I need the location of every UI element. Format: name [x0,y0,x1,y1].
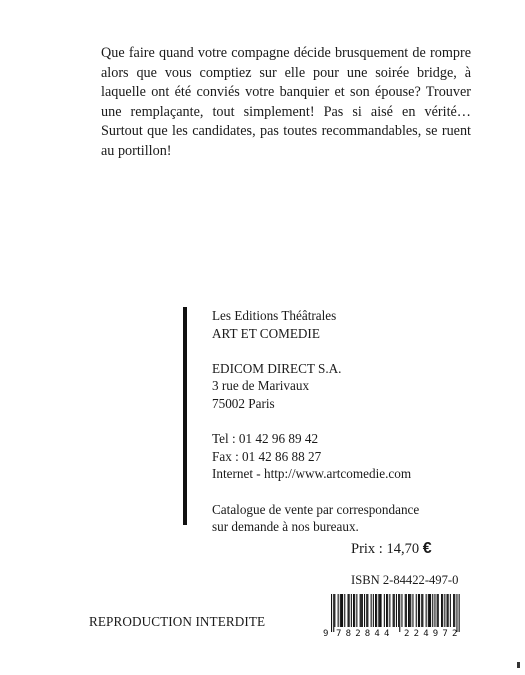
barcode-bar [428,594,429,627]
page-corner-mark [517,662,520,668]
isbn: ISBN 2-84422-497-0 [351,573,459,587]
barcode-digit: 4 [374,629,380,639]
barcode-bar [405,594,406,627]
barcode-bar [340,594,341,627]
barcode-bar [410,594,411,627]
barcode-bar [349,594,350,627]
distributor-name: EDICOM DIRECT S.A. [212,360,342,376]
barcode-bar [447,594,448,627]
barcode-bar [361,594,362,627]
address-city: 75002 Paris [212,395,275,411]
barcode-bar [418,594,419,627]
barcode-digit: 7 [442,629,448,639]
barcode-digit: 2 [413,629,420,639]
barcode-bar [438,594,439,627]
barcode-bar [356,594,357,627]
barcode-digit: 9 [323,629,329,639]
barcode-bar [430,594,431,627]
barcode-bar [444,594,445,627]
back-cover-summary: Que faire quand votre compagne décide brusquement de rompre alors que vous comptiez sur elle pour une soirée bridge, à laquelle ont été conviés votre banquier et son épouse? Trouver une remplaçante, tout simplement! Pas si aisé en vérité… Surtout que les candidates, pas toutes recommandables, se ruent au portillon! [101,45,471,159]
barcode-bar [401,594,402,627]
price [351,540,432,558]
reproduction-notice: REPRODUCTION INTERDITE [89,614,266,629]
barcode-bar [367,594,368,627]
barcode-digit: 8 [345,629,352,639]
barcode-bar [416,594,417,627]
barcode-bar [442,594,443,627]
barcode-bar [422,594,423,627]
barcode-bar [386,594,387,627]
barcode-bar [448,594,449,627]
barcode-bar [344,594,345,627]
barcode-bar [389,594,390,627]
barcode-bar [387,594,388,627]
barcode-digit: 7 [336,629,342,639]
website: Internet - http://www.artcomedie.com [212,466,412,482]
barcode-bar [353,594,354,627]
barcode-bar [376,594,377,627]
barcode-bar [406,594,407,627]
fax-number: Fax : 01 42 86 88 27 [212,448,322,464]
barcode-digit: 2 [404,629,410,639]
barcode-bar [412,594,413,627]
barcode-digits [320,628,468,640]
barcode-bar [348,594,349,627]
barcode-bar [373,594,374,627]
barcode-bar [384,594,385,627]
barcode-bar [454,594,455,627]
barcode-bar [456,594,457,632]
euro-sign: € [422,540,432,557]
publisher-imprint: ART ET COMEDIE [212,325,320,341]
barcode-digit: 2 [355,629,361,639]
barcode-bar [394,594,395,627]
barcode-bar [426,594,427,627]
barcode-bar [354,594,355,627]
barcode-bar [379,594,380,627]
barcode-bar [396,594,397,627]
barcode-bar [342,594,343,627]
barcode-bar [351,594,352,627]
barcode-bar [399,594,400,632]
barcode-bar [409,594,410,627]
barcode-digit: 4 [423,629,429,639]
catalogue-note-line2: sur demande à nos bureaux. [212,519,359,535]
barcode-bar [366,594,367,627]
barcode-bar [459,594,460,632]
address-street: 3 rue de Marivaux [212,378,310,394]
barcode [320,594,468,640]
barcode-bar [371,594,372,627]
barcode-bar [333,594,334,632]
barcode-bar [375,594,376,627]
barcode-bar [334,594,335,627]
barcode-bar [393,594,394,627]
barcode-bar [429,594,430,627]
barcode-bar [398,594,399,627]
barcode-bar [419,594,420,627]
barcode-digit: 4 [384,629,390,639]
barcode-bar [432,594,433,627]
barcode-bar [360,594,361,627]
barcode-bar [331,594,332,632]
barcode-bar [362,594,363,627]
price-label: Prix : 14,70 [351,541,420,557]
barcode-bar [453,594,454,627]
catalogue-note-line1: Catalogue de vente par correspondance [212,501,420,517]
phone-number: Tel : 01 42 96 89 42 [212,431,319,447]
barcode-bar [437,594,438,627]
barcode-bar [408,594,409,627]
barcode-bar [434,594,435,627]
barcode-digit: 9 [432,629,439,639]
barcode-digit: 2 [452,629,458,639]
barcode-bar [338,594,339,627]
barcode-bar [364,594,365,627]
barcode-bar [381,594,382,627]
publisher-name: Les Editions Théâtrales [212,308,337,323]
publisher-info [183,307,420,535]
barcode-bar [441,594,442,627]
barcode-bar [341,594,342,627]
barcode-bar [378,594,379,627]
barcode-bar [450,594,451,627]
barcode-digit: 8 [364,629,371,639]
barcode-bar [421,594,422,627]
